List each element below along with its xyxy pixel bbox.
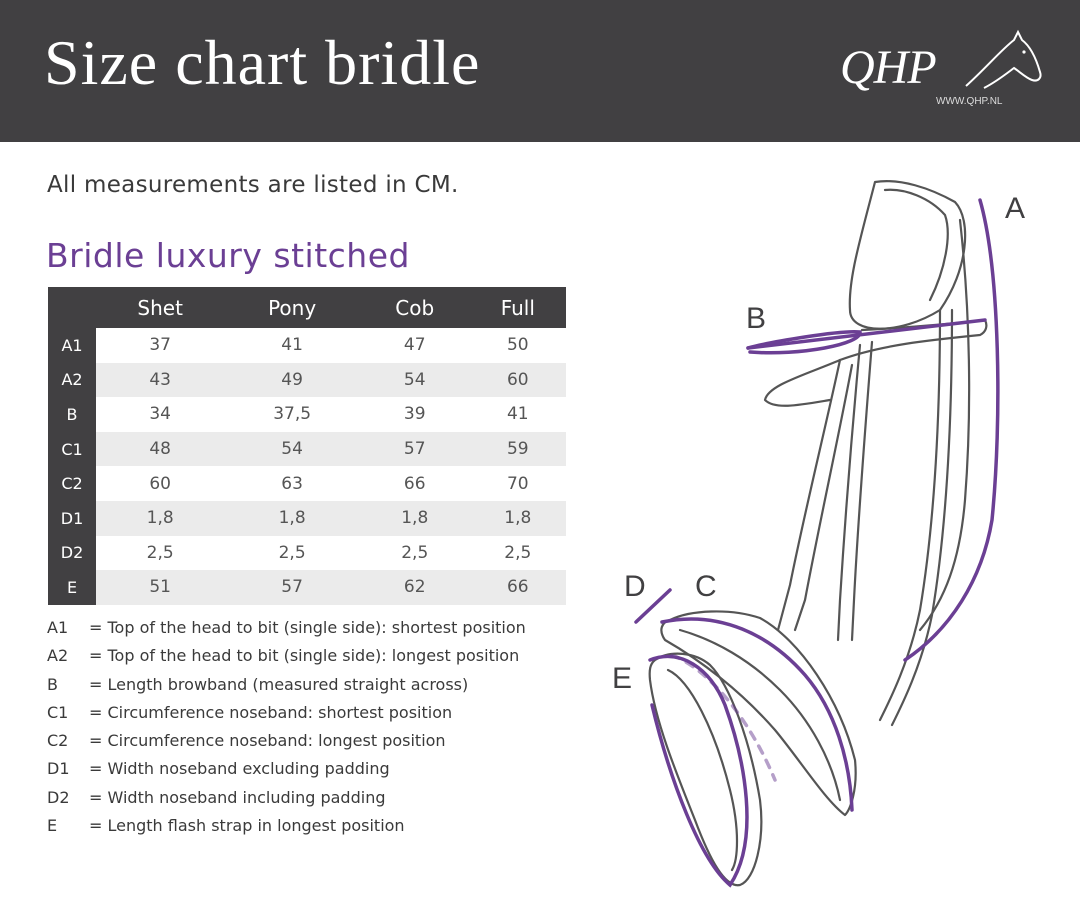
row-label: B bbox=[48, 397, 96, 432]
legend-code: C2 bbox=[47, 731, 69, 751]
legend-text: = Circumference noseband: longest position bbox=[89, 731, 446, 751]
table-row bbox=[48, 328, 566, 363]
table-cell: 54 bbox=[224, 432, 360, 467]
crownpiece-outline bbox=[850, 181, 965, 329]
row-label: A2 bbox=[48, 363, 96, 398]
legend-code: A1 bbox=[47, 618, 69, 637]
table-row bbox=[48, 432, 566, 467]
legend-item bbox=[47, 614, 526, 642]
header-bar bbox=[0, 0, 1080, 142]
table-cell: 1,8 bbox=[96, 501, 224, 536]
measurement-note: All measurements are listed in CM. bbox=[47, 172, 459, 198]
cheekpiece-right-inner bbox=[892, 310, 952, 725]
table-row bbox=[48, 466, 566, 501]
table-cell: 47 bbox=[360, 328, 470, 363]
legend-item bbox=[47, 727, 526, 755]
legend-list bbox=[47, 614, 526, 840]
row-label: D1 bbox=[48, 501, 96, 536]
table-cell: 54 bbox=[360, 363, 470, 398]
table-cell: 34 bbox=[96, 397, 224, 432]
noseband-outline bbox=[661, 611, 855, 815]
legend-text: = Top of the head to bit (single side): shortest position bbox=[89, 618, 526, 637]
legend-item bbox=[47, 784, 526, 812]
bridle-illustration bbox=[600, 160, 1080, 902]
table-cell: 2,5 bbox=[360, 536, 470, 571]
measure-b-line bbox=[748, 320, 985, 348]
label-a: A bbox=[1005, 192, 1026, 225]
crownpiece-inner bbox=[885, 190, 948, 300]
logo-url: WWW.QHP.NL bbox=[936, 96, 1003, 107]
row-label: A1 bbox=[48, 328, 96, 363]
table-row bbox=[48, 397, 566, 432]
cheekpiece-mid-inner bbox=[852, 342, 872, 640]
legend-item bbox=[47, 812, 526, 840]
legend-text: = Width noseband excluding padding bbox=[89, 759, 390, 779]
row-label: E bbox=[48, 570, 96, 605]
table-row bbox=[48, 570, 566, 605]
page-title: Size chart bridle bbox=[44, 27, 481, 98]
row-label: D2 bbox=[48, 536, 96, 571]
table-cell: 48 bbox=[96, 432, 224, 467]
label-b: B bbox=[746, 302, 767, 335]
table-cell: 59 bbox=[470, 432, 566, 467]
legend-text: = Top of the head to bit (single side): longest position bbox=[89, 646, 520, 666]
measure-e-dashed bbox=[672, 655, 775, 780]
legend-code: D2 bbox=[47, 787, 70, 807]
table-cell: 51 bbox=[96, 570, 224, 605]
label-d: D bbox=[624, 570, 646, 603]
table-row bbox=[48, 363, 566, 398]
table-cell: 57 bbox=[360, 432, 470, 467]
legend-text: = Length browband (measured straight across) bbox=[89, 674, 469, 694]
table-cell: 62 bbox=[360, 570, 470, 605]
table-cell: 37,5 bbox=[224, 397, 360, 432]
table-cell: 50 bbox=[470, 328, 566, 363]
table-cell: 39 bbox=[360, 397, 470, 432]
legend-item bbox=[47, 699, 526, 727]
row-label: C2 bbox=[48, 466, 96, 501]
legend-item bbox=[47, 642, 526, 670]
table-cell: 1,8 bbox=[224, 501, 360, 536]
legend-code: D1 bbox=[47, 759, 70, 779]
table-cell: 43 bbox=[96, 363, 224, 398]
table-cell: 60 bbox=[96, 466, 224, 501]
logo-text: QHP bbox=[840, 41, 936, 94]
table-cell: 2,5 bbox=[96, 536, 224, 571]
legend-code: C1 bbox=[47, 702, 69, 722]
measure-a-line bbox=[905, 200, 998, 660]
section-title: Bridle luxury stitched bbox=[46, 236, 410, 275]
column-header: Pony bbox=[224, 287, 360, 328]
table-corner bbox=[48, 287, 96, 328]
legend-text: = Length flash strap in longest position bbox=[89, 816, 405, 836]
table-cell: 49 bbox=[224, 363, 360, 398]
horse-head-icon bbox=[956, 28, 1046, 98]
legend-item bbox=[47, 671, 526, 699]
table-header-row bbox=[48, 287, 566, 328]
label-e: E bbox=[612, 662, 633, 695]
column-header: Full bbox=[470, 287, 566, 328]
table-cell: 41 bbox=[470, 397, 566, 432]
table-cell: 57 bbox=[224, 570, 360, 605]
cheekpiece-mid bbox=[838, 345, 860, 640]
table-cell: 2,5 bbox=[470, 536, 566, 571]
table-cell: 1,8 bbox=[470, 501, 566, 536]
bridle-diagram bbox=[600, 160, 1080, 902]
table-cell: 60 bbox=[470, 363, 566, 398]
table-cell: 70 bbox=[470, 466, 566, 501]
measure-e-line bbox=[650, 657, 747, 885]
table-cell: 37 bbox=[96, 328, 224, 363]
row-label: C1 bbox=[48, 432, 96, 467]
qhp-logo bbox=[836, 28, 1046, 118]
throatlatch bbox=[920, 220, 969, 630]
column-header: Shet bbox=[96, 287, 224, 328]
label-c: C bbox=[695, 570, 717, 603]
table-cell: 2,5 bbox=[224, 536, 360, 571]
legend-code: E bbox=[47, 816, 58, 836]
legend-code: A2 bbox=[47, 646, 69, 666]
column-header: Cob bbox=[360, 287, 470, 328]
legend-text: = Circumference noseband: shortest position bbox=[89, 702, 453, 722]
legend-item bbox=[47, 755, 526, 783]
table-cell: 41 bbox=[224, 328, 360, 363]
table-cell: 1,8 bbox=[360, 501, 470, 536]
legend-code: B bbox=[47, 674, 58, 694]
cheekpiece-left bbox=[778, 360, 840, 630]
size-table bbox=[48, 287, 566, 605]
table-row bbox=[48, 536, 566, 571]
legend-text: = Width noseband including padding bbox=[89, 787, 386, 807]
table-cell: 63 bbox=[224, 466, 360, 501]
table-cell: 66 bbox=[360, 466, 470, 501]
table-cell: 66 bbox=[470, 570, 566, 605]
table-row bbox=[48, 501, 566, 536]
